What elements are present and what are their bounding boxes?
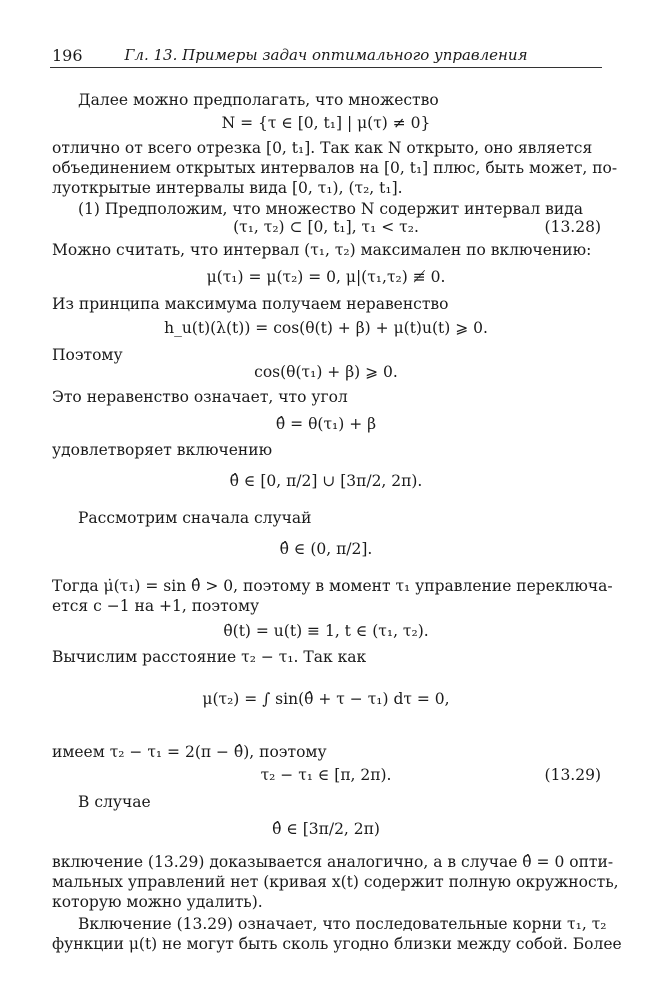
- running-head-title: Гл. 13. Примеры задач оптимального управления: [124, 46, 528, 64]
- equation-case-1: θ̂ ∈ (0, π/2].: [279, 540, 373, 558]
- paragraph-line: Можно считать, что интервал (τ₁, τ₂) максимален по включению:: [52, 241, 592, 259]
- paragraph-line: Из принципа максимума получаем неравенство: [52, 295, 449, 313]
- equation-set-N: N = {τ ∈ [0, t₁] | μ(τ) ≠ 0}: [221, 114, 431, 132]
- paragraph-line: Вычислим расстояние τ₂ − τ₁. Так как: [52, 648, 367, 666]
- equation-integral: μ(τ₂) = ∫ sin(θ̂ + τ − τ₁) dτ = 0,: [202, 690, 450, 708]
- equation-theta-hat: θ̂ = θ(τ₁) + β: [275, 415, 377, 433]
- equation-13-28: (τ₁, τ₂) ⊂ [0, t₁], τ₁ < τ₂.: [233, 218, 419, 236]
- equation-maximal: μ(τ₁) = μ(τ₂) = 0, μ|(τ₁,τ₂) ≢ 0.: [206, 268, 446, 286]
- page-number: 196: [52, 46, 83, 65]
- equation-case-2: θ̂ ∈ [3π/2, 2π): [272, 820, 380, 838]
- paragraph-line: Поэтому: [52, 346, 123, 364]
- paragraph-line: Включение (13.29) означает, что последовательные корни τ₁, τ₂: [78, 915, 607, 933]
- paragraph-line: Рассмотрим сначала случай: [78, 509, 312, 527]
- paragraph-line: (1) Предположим, что множество N содержит интервал вида: [78, 200, 583, 218]
- paragraph-line: объединением открытых интервалов на [0, t₁] плюс, быть может, по-: [52, 159, 618, 177]
- paragraph-line: Это неравенство означает, что угол: [52, 388, 348, 406]
- paragraph-line: которую можно удалить).: [52, 893, 263, 911]
- running-header: [50, 43, 602, 68]
- paragraph-line: функции μ(t) не могут быть сколь угодно близки между собой. Более: [52, 935, 622, 953]
- equation-13-29: τ₂ − τ₁ ∈ [π, 2π).: [260, 766, 392, 784]
- equation-cos: cos(θ(τ₁) + β) ⩾ 0.: [254, 363, 398, 381]
- equation-number: (13.28): [544, 218, 601, 236]
- paragraph-line: В случае: [78, 793, 151, 811]
- equation-theta-dot: θ̇(t) = u(t) ≡ 1, t ∈ (τ₁, τ₂).: [223, 622, 429, 640]
- paragraph-line: отлично от всего отрезка [0, t₁]. Так как N открыто, оно является: [52, 139, 593, 157]
- equation-number: (13.29): [544, 766, 601, 784]
- paragraph-line: мальных управлений нет (кривая x(t) содержит полную окружность,: [52, 873, 619, 891]
- paragraph-line: включение (13.29) доказывается аналогично, а в случае θ̂ = 0 опти-: [52, 853, 614, 871]
- equation-hamiltonian: h_u(t)(λ(t)) = cos(θ(t) + β) + μ(t)u(t) ⩾ 0.: [164, 319, 488, 337]
- paragraph-line: удовлетворяет включению: [52, 441, 273, 459]
- paragraph-line: Тогда μ̇(τ₁) = sin θ̂ > 0, поэтому в момент τ₁ управление переключа-: [52, 577, 613, 595]
- paragraph-line: луоткрытые интервалы вида [0, τ₁), (τ₂, t₁].: [52, 179, 403, 197]
- equation-inclusion: θ̂ ∈ [0, π/2] ∪ [3π/2, 2π).: [229, 472, 423, 490]
- paragraph-line: имеем τ₂ − τ₁ = 2(π − θ̂), поэтому: [52, 743, 327, 761]
- paragraph-line: ется с −1 на +1, поэтому: [52, 597, 260, 615]
- paragraph-line: Далее можно предполагать, что множество: [78, 91, 439, 109]
